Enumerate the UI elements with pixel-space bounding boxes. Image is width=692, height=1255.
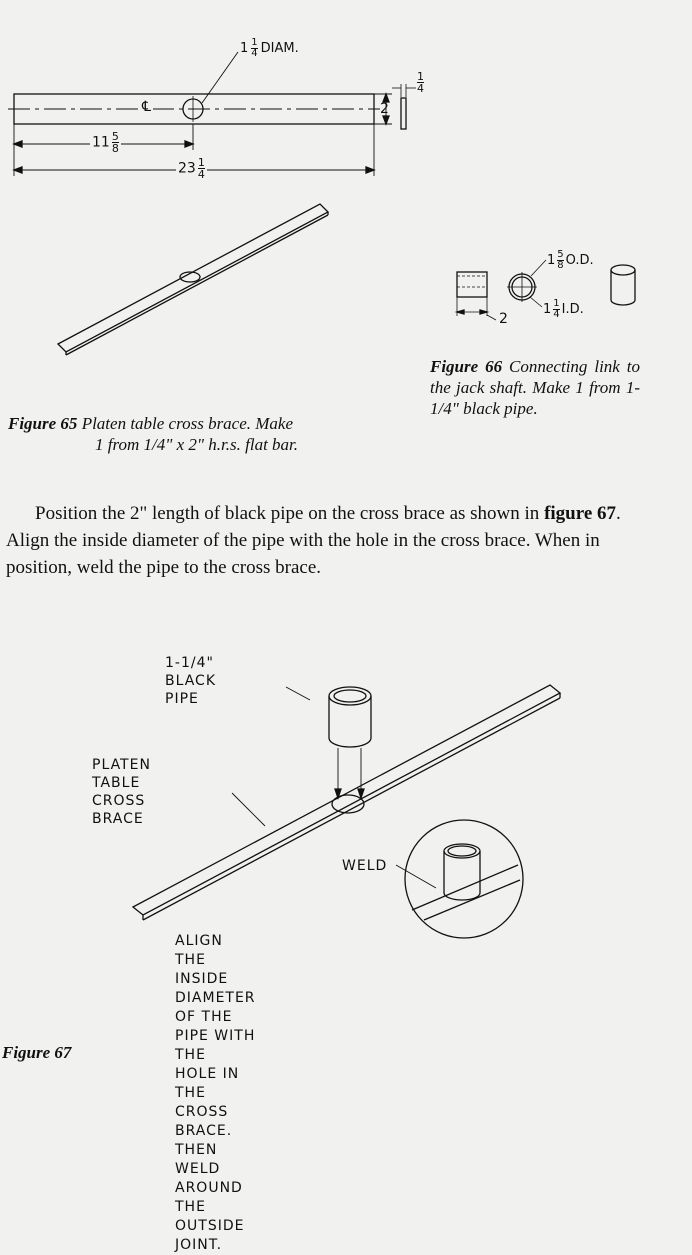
note-line3: HOLE IN THE CROSS BRACE. bbox=[175, 1066, 240, 1139]
weld-label: WELD bbox=[342, 858, 388, 874]
assembly-drawing bbox=[133, 685, 560, 938]
len-whole: 23 bbox=[178, 160, 196, 177]
od-num: 5 bbox=[557, 249, 564, 260]
outside-diameter-label bbox=[547, 250, 594, 271]
brace-label-line1: PLATEN TABLE bbox=[92, 757, 151, 791]
inside-diameter-label bbox=[543, 299, 584, 320]
id-whole: 1 bbox=[543, 302, 552, 317]
od-unit: O.D. bbox=[565, 253, 594, 268]
hole-diam-whole: 1 bbox=[240, 41, 249, 56]
assembly-note bbox=[175, 932, 256, 1255]
brace-label bbox=[92, 756, 151, 828]
pipe-label-size: 1-1/4" bbox=[165, 655, 214, 671]
len-num: 1 bbox=[197, 156, 205, 169]
figure-66-number: Figure 66 bbox=[430, 357, 503, 376]
note-line4: THEN WELD AROUND THE bbox=[175, 1142, 243, 1215]
para-text-b: . Align the inside diameter of the pipe with the hole in the cross brace. When in position, weld the pipe to the cross brace. bbox=[6, 503, 621, 578]
half-len-num: 5 bbox=[111, 130, 119, 143]
cross-brace-isometric bbox=[58, 204, 328, 355]
figure-66-caption-text: Connecting link to the jack shaft. Make 1 from 1-1/4" black pipe. bbox=[430, 357, 640, 418]
hole-diam-num: 1 bbox=[251, 37, 258, 48]
thickness-dimension bbox=[417, 71, 424, 94]
note-line1: ALIGN THE INSIDE DIAMETER bbox=[175, 933, 256, 1006]
figure-66-caption bbox=[430, 356, 640, 419]
thickness-num: 1 bbox=[417, 70, 424, 83]
od-whole: 1 bbox=[547, 253, 556, 268]
length-dimension bbox=[176, 157, 207, 180]
width-dimension: 2 bbox=[380, 101, 389, 117]
pipe-label bbox=[165, 654, 216, 708]
id-unit: I.D. bbox=[561, 302, 584, 317]
figure-65-caption-line2: 1 from 1/4" x 2" h.r.s. flat bar. bbox=[95, 435, 299, 454]
id-den: 4 bbox=[553, 309, 560, 320]
note-line2: OF THE PIPE WITH THE bbox=[175, 1009, 256, 1063]
half-length-dimension bbox=[90, 131, 121, 154]
od-den: 8 bbox=[557, 260, 564, 271]
thickness-den: 4 bbox=[417, 82, 424, 95]
para-figure-ref: figure 67 bbox=[544, 503, 617, 524]
half-len-whole: 11 bbox=[92, 134, 110, 151]
pipe-label-name: BLACK PIPE bbox=[165, 673, 217, 707]
pipe-length-dimension: 2 bbox=[499, 311, 508, 327]
half-len-den: 8 bbox=[111, 142, 119, 155]
id-num: 1 bbox=[553, 298, 560, 309]
hole-diam-den: 4 bbox=[251, 48, 258, 59]
brace-label-line2: CROSS BRACE bbox=[92, 793, 146, 827]
body-paragraph bbox=[6, 500, 636, 581]
para-text-a: Position the 2" length of black pipe on the cross brace as shown in bbox=[35, 503, 545, 524]
cross-brace-front-view bbox=[8, 52, 416, 176]
note-line5: OUTSIDE JOINT. bbox=[175, 1218, 245, 1253]
centerline-symbol: ℄ bbox=[142, 99, 151, 115]
len-den: 4 bbox=[197, 168, 205, 181]
figure-65-caption bbox=[8, 413, 368, 455]
figure-65-caption-line1: Platen table cross brace. Make bbox=[81, 414, 294, 433]
figure-67-caption: Figure 67 bbox=[2, 1043, 72, 1062]
hole-diam-unit: DIAM. bbox=[260, 41, 299, 56]
hole-diameter-label bbox=[240, 38, 299, 59]
figure-65-number: Figure 65 bbox=[8, 414, 78, 433]
